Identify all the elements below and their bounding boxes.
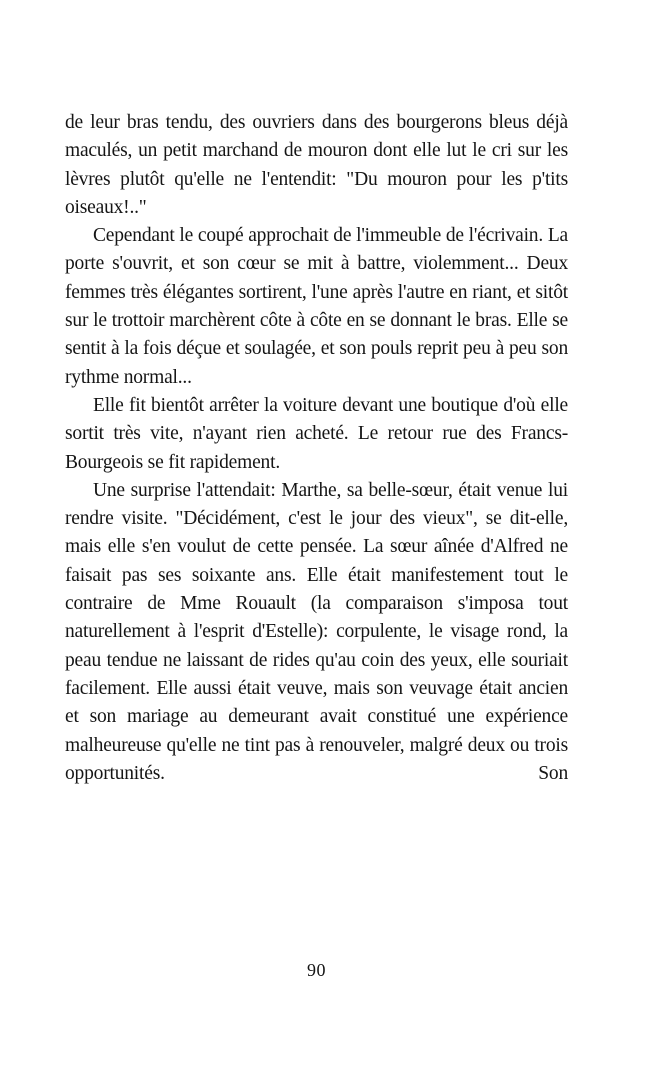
paragraph: de leur bras tendu, des ouvriers dans des bourgerons bleus déjà maculés, un petit marchand de mouron dont elle lut le cri sur les lèvres plutôt qu'elle ne l'entendit: "Du mouron pour les p'tits oiseaux!.." (65, 112, 568, 218)
paragraph: Elle fit bientôt arrêter la voiture devant une boutique d'où elle sortit très vite, n'ayant rien acheté. Le retour rue des Francs-Bourgeois se fit rapidement. (65, 394, 568, 473)
page-text (65, 109, 568, 788)
paragraph: Une surprise l'attendait: Marthe, sa belle-sœur, était venue lui rendre visite. "Décidément, c'est le jour des vieux", se dit-elle, mais elle s'en voulut de cette pensée. La sœur aînée d'Alfred ne faisait pas ses soixante ans. Elle était manifestement tout le contraire de Mme Rouault (la comparaison s'imposa tout naturellement à l'esprit d'Estelle): corpulente, le visage rond, la peau tendue ne laissant de rides qu'au coin des yeux, elle souriait facilement. Elle aussi était veuve, mais son veuvage était ancien et son mariage au demeurant avait constitué une expérience malheureuse qu'elle ne tint pas à renouveler, malgré deux ou trois opportunités. Son (65, 479, 568, 784)
paragraph: Cependant le coupé approchait de l'immeuble de l'écrivain. La porte s'ouvrit, et son cœur se mit à battre, violemment... Deux femmes très élégantes sortirent, l'une après l'autre en riant, et sitôt sur le trottoir marchèrent côte à côte en se donnant le bras. Elle se sentit à la fois déçue et soulagée, et son pouls reprit peu à peu son rythme normal... (65, 225, 568, 388)
page-number: 90 (307, 960, 326, 980)
